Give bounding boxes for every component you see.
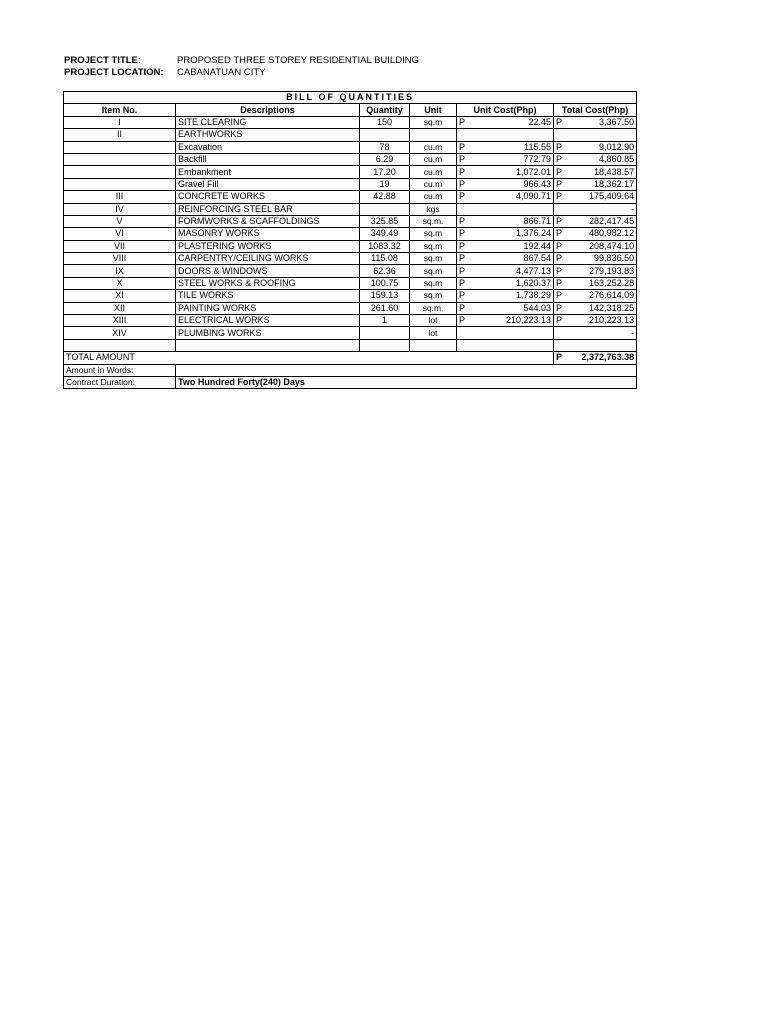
project-title-label: PROJECT TITLE:	[64, 55, 142, 66]
total-cost-currency-cell	[554, 327, 564, 339]
unit-cost-cell: 1,072.01	[467, 166, 554, 178]
header-quantity: Quantity	[360, 104, 410, 116]
blank-row	[64, 339, 637, 351]
item-no-cell: VI	[64, 228, 176, 240]
total-cost-currency-cell: P	[554, 302, 564, 314]
project-location-label: PROJECT LOCATION:	[64, 67, 164, 78]
total-cost-cell: -	[564, 203, 637, 215]
item-no-cell: X	[64, 277, 176, 289]
unit-cell: kgs	[410, 203, 457, 215]
table-row	[64, 302, 637, 314]
item-no-cell: II	[64, 129, 176, 141]
unit-cost-currency-cell	[457, 203, 467, 215]
table-row	[64, 315, 637, 327]
contract-duration-row	[64, 376, 637, 388]
quantity-cell: 349.49	[360, 228, 410, 240]
unit-cell	[410, 129, 457, 141]
blank-cell	[457, 339, 467, 351]
unit-cell: sq.m	[410, 265, 457, 277]
unit-cost-currency-cell	[457, 327, 467, 339]
description-cell: STEEL WORKS & ROOFING	[176, 277, 360, 289]
total-cost-cell: 4,860.85	[564, 153, 637, 165]
quantity-cell: 261.60	[360, 302, 410, 314]
unit-cost-currency-cell: P	[457, 178, 467, 190]
quantity-cell	[360, 203, 410, 215]
blank-cell	[360, 339, 410, 351]
total-cost-cell: 18,438.57	[564, 166, 637, 178]
total-cost-currency-cell: P	[554, 253, 564, 265]
total-cost-cell: 9,012.90	[564, 141, 637, 153]
item-no-cell	[64, 141, 176, 153]
item-no-cell: XIV	[64, 327, 176, 339]
description-cell: MASONRY WORKS	[176, 228, 360, 240]
table-row	[64, 215, 637, 227]
total-cost-cell: 282,417.45	[564, 215, 637, 227]
table-row	[64, 277, 637, 289]
unit-cost-currency-cell: P	[457, 302, 467, 314]
unit-cost-cell	[467, 327, 554, 339]
total-cost-currency-cell: P	[554, 153, 564, 165]
unit-cell: lot	[410, 327, 457, 339]
table-row	[64, 228, 637, 240]
unit-cost-cell: 772.79	[467, 153, 554, 165]
total-currency: P	[554, 352, 564, 364]
table-row	[64, 265, 637, 277]
unit-cost-currency-cell: P	[457, 315, 467, 327]
amount-in-words-row	[64, 364, 637, 376]
total-cost-cell	[564, 129, 637, 141]
unit-cost-currency-cell: P	[457, 153, 467, 165]
quantity-cell: 17.20	[360, 166, 410, 178]
item-no-cell	[64, 166, 176, 178]
unit-cost-cell: 1,620.37	[467, 277, 554, 289]
unit-cost-cell: 4,477.13	[467, 265, 554, 277]
item-no-cell	[64, 153, 176, 165]
table-title: BILL OF QUANTITIES	[64, 92, 637, 104]
header-total-cost: Total Cost(Php)	[554, 104, 637, 116]
total-cost-currency-cell: P	[554, 191, 564, 203]
unit-cost-currency-cell: P	[457, 290, 467, 302]
table-row	[64, 178, 637, 190]
unit-cell: sq.m	[410, 290, 457, 302]
blank-cell	[467, 339, 554, 351]
unit-cell: cu.m	[410, 166, 457, 178]
total-cost-currency-cell: P	[554, 141, 564, 153]
unit-cell: cu.m	[410, 191, 457, 203]
table-row	[64, 129, 637, 141]
total-row	[64, 352, 637, 364]
unit-cell: sq.m.	[410, 215, 457, 227]
unit-cost-cell: 1,376.24	[467, 228, 554, 240]
quantity-cell: 78	[360, 141, 410, 153]
table-row	[64, 141, 637, 153]
description-cell: FORMWORKS & SCAFFOLDINGS	[176, 215, 360, 227]
description-cell: ELECTRICAL WORKS	[176, 315, 360, 327]
total-cost-cell: 99,836.50	[564, 253, 637, 265]
unit-cell: sq.m	[410, 116, 457, 128]
item-no-cell: VIII	[64, 253, 176, 265]
unit-cost-cell: 867.54	[467, 253, 554, 265]
description-cell: Gravel Fill	[176, 178, 360, 190]
blank-cell	[554, 339, 564, 351]
quantity-cell: 115.08	[360, 253, 410, 265]
total-amount-value: 2,372,763.38	[564, 352, 637, 364]
blank-cell	[564, 339, 637, 351]
total-cost-currency-cell	[554, 203, 564, 215]
table-row	[64, 253, 637, 265]
quantity-cell: 159.13	[360, 290, 410, 302]
item-no-cell	[64, 178, 176, 190]
table-row	[64, 327, 637, 339]
item-no-cell: V	[64, 215, 176, 227]
unit-cell: cu.m	[410, 153, 457, 165]
total-cost-cell: 276,614.09	[564, 290, 637, 302]
unit-cell: sq.m.	[410, 302, 457, 314]
unit-cost-cell: 544.03	[467, 302, 554, 314]
description-cell: PAINTING WORKS	[176, 302, 360, 314]
quantity-cell: 1083.32	[360, 240, 410, 252]
unit-cost-currency-cell	[457, 129, 467, 141]
description-cell: REINFORCING STEEL BAR	[176, 203, 360, 215]
total-cost-currency-cell: P	[554, 178, 564, 190]
total-cost-currency-cell: P	[554, 240, 564, 252]
total-cost-cell: -	[564, 327, 637, 339]
project-title-value: PROPOSED THREE STOREY RESIDENTIAL BUILDING	[177, 55, 419, 66]
unit-cell: cu.m	[410, 141, 457, 153]
item-no-cell: IX	[64, 265, 176, 277]
unit-cost-currency-cell: P	[457, 166, 467, 178]
item-no-cell: III	[64, 191, 176, 203]
item-no-cell: XI	[64, 290, 176, 302]
quantity-cell: 62.36	[360, 265, 410, 277]
header-descriptions: Descriptions	[176, 104, 360, 116]
unit-cost-currency-cell: P	[457, 265, 467, 277]
contract-duration-label: Contract Duration:	[64, 376, 176, 388]
description-cell: DOORS & WINDOWS	[176, 265, 360, 277]
unit-cell: sq.m	[410, 277, 457, 289]
table-row	[64, 203, 637, 215]
unit-cell: sq.m	[410, 240, 457, 252]
unit-cost-currency-cell: P	[457, 253, 467, 265]
table-header-row	[64, 104, 637, 116]
unit-cost-currency-cell: P	[457, 141, 467, 153]
unit-cost-currency-cell: P	[457, 215, 467, 227]
blank-cell	[64, 339, 176, 351]
table-row	[64, 240, 637, 252]
unit-cost-cell	[467, 203, 554, 215]
table-row	[64, 153, 637, 165]
description-cell: Embankment	[176, 166, 360, 178]
header-unit: Unit	[410, 104, 457, 116]
description-cell: CONCRETE WORKS	[176, 191, 360, 203]
blank-cell	[410, 339, 457, 351]
total-cost-cell: 279,193.83	[564, 265, 637, 277]
total-cost-cell: 480,982.12	[564, 228, 637, 240]
total-cost-cell: 18,362.17	[564, 178, 637, 190]
total-cost-cell: 3,367.50	[564, 116, 637, 128]
quantity-cell: 42.88	[360, 191, 410, 203]
total-cost-currency-cell: P	[554, 277, 564, 289]
unit-cost-currency-cell: P	[457, 240, 467, 252]
unit-cost-cell: 192.44	[467, 240, 554, 252]
amount-in-words-value	[176, 364, 637, 376]
total-cost-cell: 208,474.10	[564, 240, 637, 252]
amount-in-words-label: Amount in Words:	[64, 364, 176, 376]
contract-duration-value: Two Hundred Forty(240) Days	[176, 376, 637, 388]
unit-cost-cell: 22.45	[467, 116, 554, 128]
total-cost-currency-cell: P	[554, 215, 564, 227]
item-no-cell: VII	[64, 240, 176, 252]
description-cell: EARTHWORKS	[176, 129, 360, 141]
unit-cost-cell: 115.55	[467, 141, 554, 153]
description-cell: Backfill	[176, 153, 360, 165]
unit-cost-cell: 1,738.29	[467, 290, 554, 302]
bill-of-quantities-table	[63, 91, 637, 389]
total-cost-currency-cell: P	[554, 228, 564, 240]
item-no-cell: IV	[64, 203, 176, 215]
quantity-cell: 6.29	[360, 153, 410, 165]
total-cost-cell: 175,409.64	[564, 191, 637, 203]
quantity-cell: 325.85	[360, 215, 410, 227]
total-cost-currency-cell: P	[554, 265, 564, 277]
total-cost-currency-cell: P	[554, 315, 564, 327]
total-amount-label: TOTAL AMOUNT	[64, 352, 554, 364]
table-row	[64, 191, 637, 203]
blank-cell	[176, 339, 360, 351]
unit-cost-cell	[467, 129, 554, 141]
unit-cell: lot	[410, 315, 457, 327]
unit-cell: sq.m	[410, 253, 457, 265]
table-title-row	[64, 92, 637, 104]
item-no-cell: XII	[64, 302, 176, 314]
quantity-cell: 100.75	[360, 277, 410, 289]
unit-cell: sq.m	[410, 228, 457, 240]
total-cost-cell: 163,252.28	[564, 277, 637, 289]
project-location-value: CABANATUAN CITY	[177, 67, 266, 78]
unit-cost-currency-cell: P	[457, 116, 467, 128]
item-no-cell: I	[64, 116, 176, 128]
description-cell: PLUMBING WORKS	[176, 327, 360, 339]
item-no-cell: XIII	[64, 315, 176, 327]
table-row	[64, 116, 637, 128]
description-cell: TILE WORKS	[176, 290, 360, 302]
unit-cost-cell: 966.43	[467, 178, 554, 190]
total-cost-currency-cell: P	[554, 116, 564, 128]
unit-cost-currency-cell: P	[457, 228, 467, 240]
unit-cost-currency-cell: P	[457, 191, 467, 203]
header-item-no: Item No.	[64, 104, 176, 116]
description-cell: CARPENTRY/CEILING WORKS	[176, 253, 360, 265]
unit-cost-cell: 210,223.13	[467, 315, 554, 327]
quantity-cell: 1	[360, 315, 410, 327]
quantity-cell	[360, 129, 410, 141]
total-cost-cell: 142,318.25	[564, 302, 637, 314]
table-row	[64, 166, 637, 178]
unit-cell: cu.m	[410, 178, 457, 190]
unit-cost-currency-cell: P	[457, 277, 467, 289]
description-cell: Excavation	[176, 141, 360, 153]
quantity-cell	[360, 327, 410, 339]
total-cost-cell: 210,223.13	[564, 315, 637, 327]
unit-cost-cell: 4,090.71	[467, 191, 554, 203]
description-cell: PLASTERING WORKS	[176, 240, 360, 252]
unit-cost-cell: 866.71	[467, 215, 554, 227]
description-cell: SITE CLEARING	[176, 116, 360, 128]
header-unit-cost: Unit Cost(Php)	[457, 104, 554, 116]
total-cost-currency-cell: P	[554, 290, 564, 302]
total-cost-currency-cell: P	[554, 166, 564, 178]
quantity-cell: 19	[360, 178, 410, 190]
table-row	[64, 290, 637, 302]
total-cost-currency-cell	[554, 129, 564, 141]
quantity-cell: 150	[360, 116, 410, 128]
